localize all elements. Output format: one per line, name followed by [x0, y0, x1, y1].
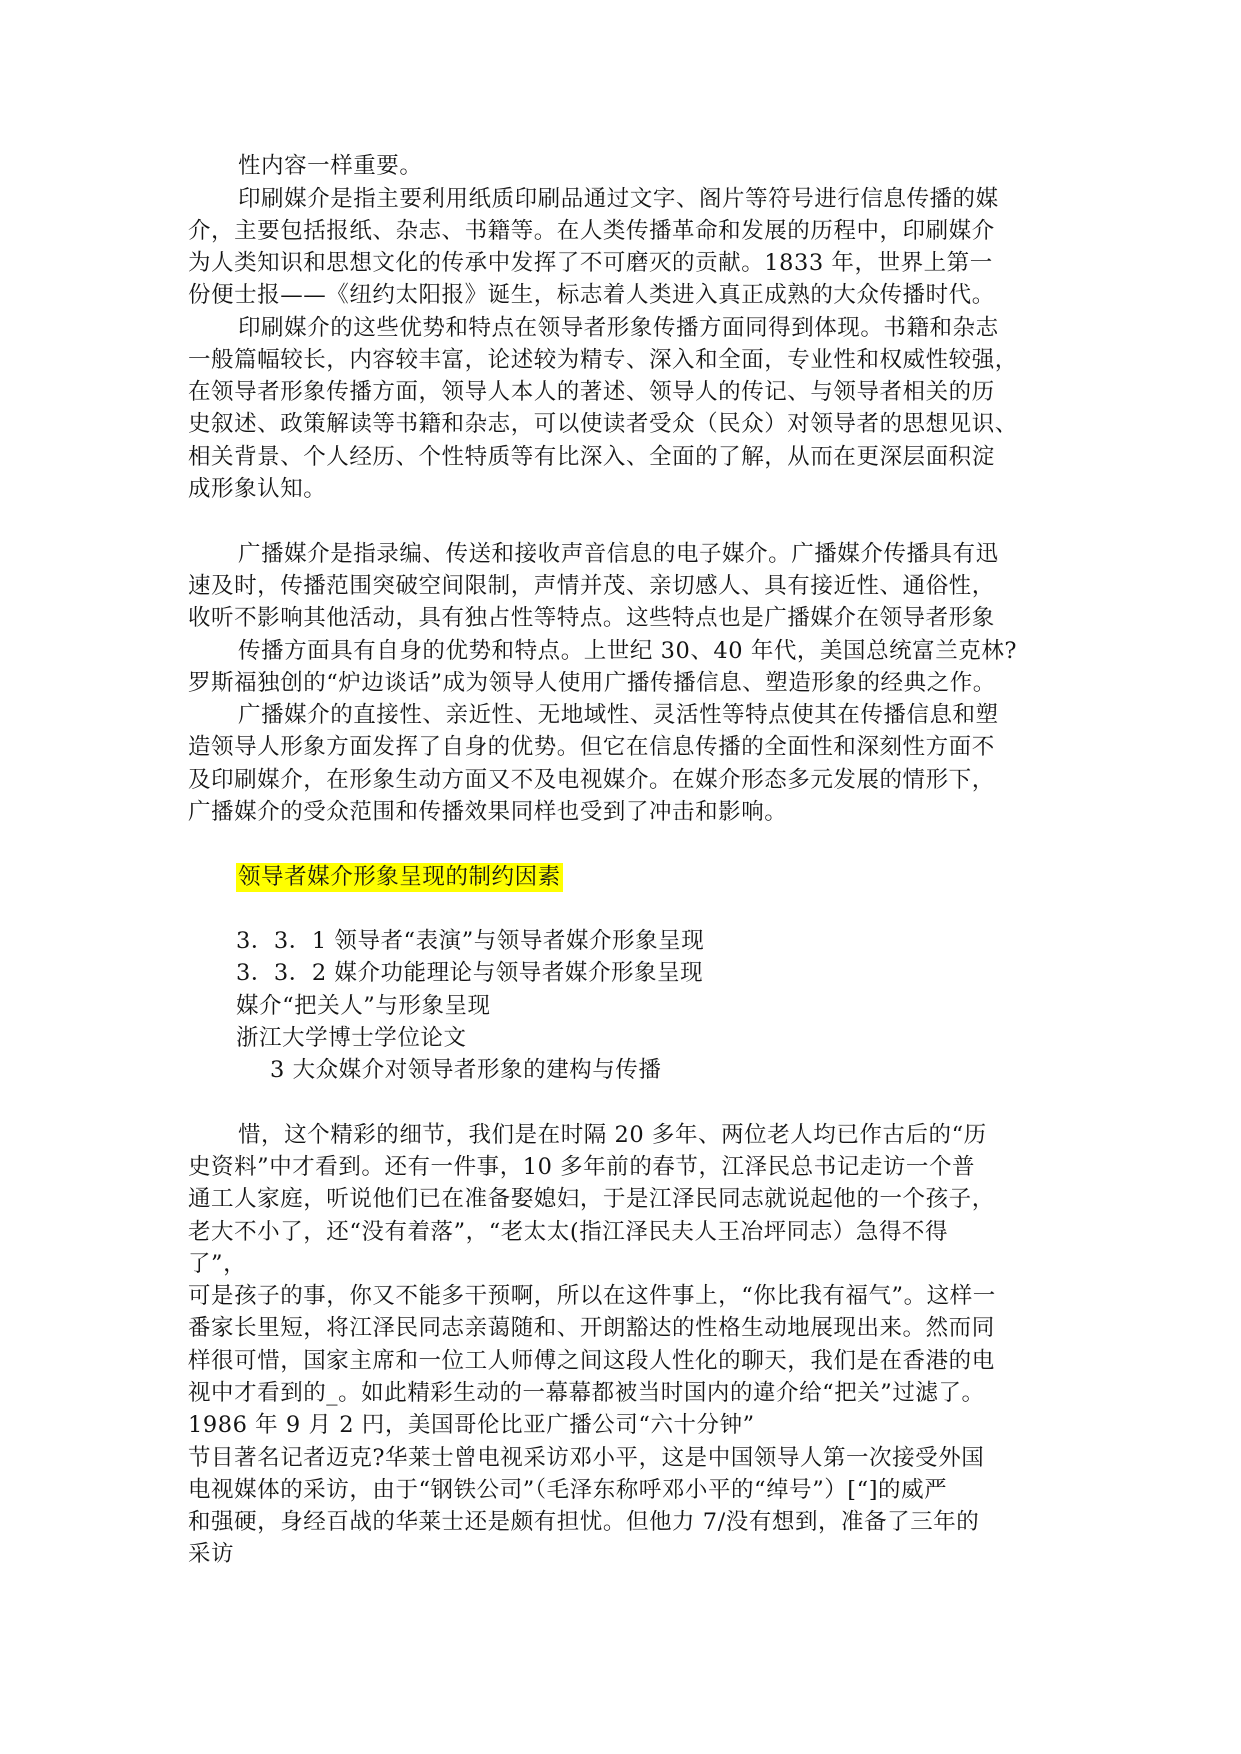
- text-line-31: 了”，: [188, 1251, 247, 1277]
- text-line-1: 性内容一样重要。: [238, 153, 423, 179]
- text-line-11: 成形象认知。: [188, 476, 327, 502]
- text-line-37: 节目著名记者迈克?华莱士曾电视采访邓小平，这是中国领导人第一次接受外国: [188, 1445, 985, 1471]
- text-line-15: 传播方面具有自身的优势和特点。上世纪 30、40 年代，美国总统富兰克林?: [238, 638, 1017, 664]
- text-line-28: 史资料”中才看到。还有一件事，10 多年前的春节，江泽民总书记走访一个普: [188, 1154, 976, 1180]
- highlighted-heading-text: 领导者媒介形象呈现的制约因素: [238, 864, 561, 890]
- text-line-29: 通工人家庭，听说他们已在准备娶媳妇，于是江泽民同志就说起他的一个孩子，: [188, 1186, 995, 1212]
- text-line-5: 份便士报——《纽约太阳报》诞生，标志着人类进入真正成熟的大众传播时代。: [188, 282, 995, 308]
- text-line-33: 番家长里短，将江泽民同志亲蔼随和、开朗豁达的性格生动地展现出来。然而同: [188, 1315, 995, 1341]
- text-line-20: 广播媒介的受众范围和传播效果同样也受到了冲击和影响。: [188, 799, 788, 825]
- text-line-35: 视中才看到的_。如此精彩生动的一幕幕都被当时国内的違介给“把关”过滤了。: [188, 1380, 985, 1406]
- text-line-40: 采访: [188, 1541, 235, 1567]
- text-line-36: 1986 年 9 月 2 円，美国哥伦比亚广播公司“六十分钟”: [188, 1412, 755, 1438]
- text-line-10: 相关背景、个人经历、个性特质等有比深入、全面的了解，从而在更深层面积淀: [188, 444, 995, 470]
- highlighted-heading: [236, 861, 563, 893]
- text-line-6: 印刷媒介的这些优势和特点在领导者形象传播方面同得到体现。书籍和杂志: [238, 315, 999, 341]
- text-line-19: 及印刷媒介，在形象生动方面又不及电视媒介。在媒介形态多元发展的情形下，: [188, 767, 995, 793]
- text-line-32: 可是孩子的事，你又不能多干预啊，所以在这件事上，“你比我有福气”。这样一: [188, 1283, 996, 1309]
- running-header: 浙江大学博士学位论文: [236, 1025, 467, 1051]
- text-line-27: 惜，这个精彩的细节，我们是在时隔 20 多年、两位老人均已作古后的“历: [238, 1122, 987, 1148]
- text-line-3: 介，主要包括报纸、杂志、书籍等。在人类传播革命和发展的历程中，印刷媒介: [188, 218, 995, 244]
- toc-line-1: 3．3．1 领导者“表演”与领导者媒介形象呈现: [236, 928, 705, 954]
- text-line-7: 一般篇幅较长，内容较丰富，论述较为精专、深入和全面，专业性和权威性较强，: [188, 347, 1018, 373]
- toc-line-3: 媒介“把关人”与形象呈现: [236, 993, 491, 1019]
- text-line-39: 和强硬，身经百战的华莱士还是颇有担忧。但他力 7/没有想到，准备了三年的: [188, 1509, 980, 1535]
- text-line-13: 速及时，传播范围突破空间限制，声情并茂、亲切感人、具有接近性、通俗性，: [188, 573, 995, 599]
- text-line-17: 广播媒介的直接性、亲近性、无地域性、灵活性等特点使其在传播信息和塑: [238, 702, 999, 728]
- toc-line-2: 3．3．2 媒介功能理论与领导者媒介形象呈现: [236, 960, 704, 986]
- text-line-2: 印刷媒介是指主要利用纸质印刷品通过文字、阁片等符号进行信息传播的媒: [238, 186, 999, 212]
- text-line-9: 史叙述、政策解读等书籍和杂志，可以使读者受众（民众）对领导者的思想见识、: [188, 411, 1018, 437]
- text-line-12: 广播媒介是指录编、传送和接收声音信息的电子媒介。广播媒介传播具有迅: [238, 541, 999, 567]
- text-line-16: 罗斯福独创的“炉边谈话”成为领导人使用广播传播信息、塑造形象的经典之作。: [188, 670, 996, 696]
- text-line-30: 老大不小了，还“没有着落”，“老太太(指江泽民夫人王冶坪同志）急得不得: [188, 1219, 949, 1245]
- chapter-header: 3 大众媒介对领导者形象的建构与传播: [270, 1057, 662, 1083]
- text-line-8: 在领导者形象传播方面，领导人本人的著述、领导人的传记、与领导者相关的历: [188, 379, 995, 405]
- text-line-38: 电视媒体的采访，由于“钢铁公司”（毛泽东称呼邓小平的“绰号”）[“]的威严: [188, 1477, 948, 1503]
- text-line-18: 造领导人形象方面发挥了自身的优势。但它在信息传播的全面性和深刻性方面不: [188, 734, 995, 760]
- text-line-34: 样很可惜，国家主席和一位工人师傅之间这段人性化的聊天，我们是在香港的电: [188, 1348, 995, 1374]
- text-line-4: 为人类知识和思想文化的传承中发挥了不可磨灭的贡献。1833 年，世界上第一: [188, 250, 993, 276]
- text-line-14: 收听不影响其他活动，具有独占性等特点。这些特点也是广播媒介在领导者形象: [188, 605, 995, 631]
